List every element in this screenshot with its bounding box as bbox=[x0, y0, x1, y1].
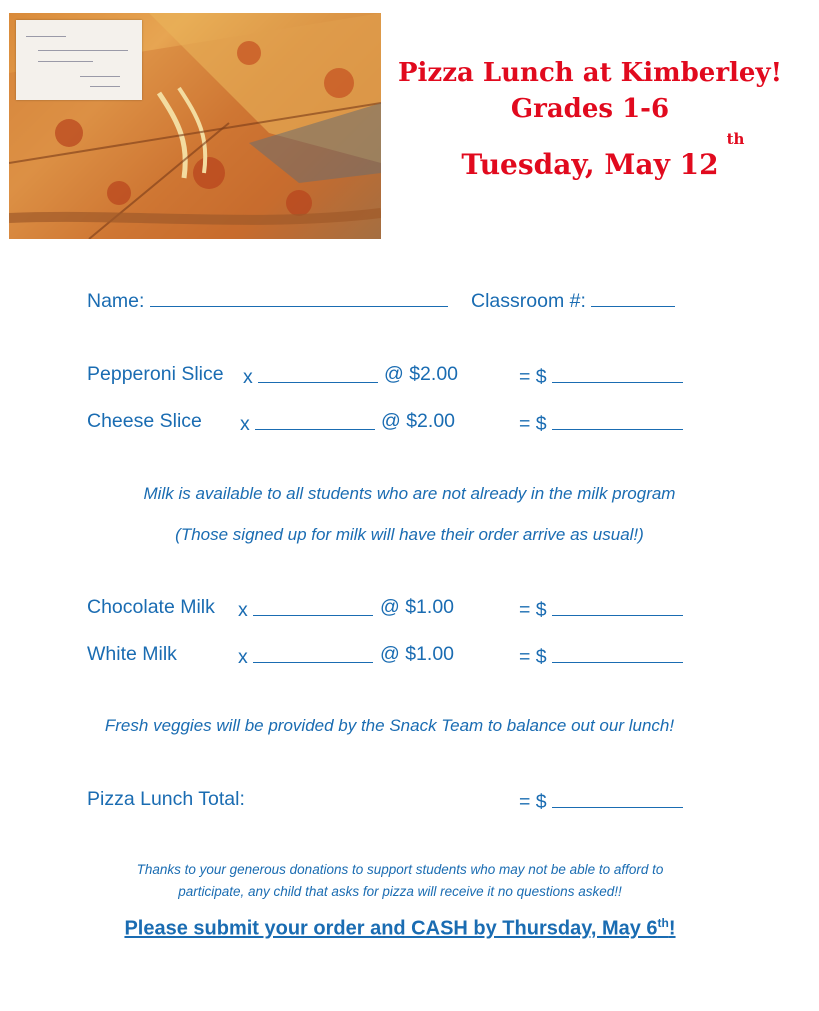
white-milk-total-field[interactable] bbox=[552, 643, 683, 663]
donations-note bbox=[100, 859, 700, 903]
pepperoni-label: Pepperoni Slice bbox=[87, 363, 224, 385]
name-field[interactable] bbox=[150, 287, 448, 307]
pepperoni-price: @ $2.00 bbox=[384, 363, 459, 385]
chocolate-milk-total-row bbox=[519, 596, 683, 622]
cheese-eq: = $ bbox=[519, 413, 547, 435]
submit-deadline bbox=[0, 916, 800, 941]
pepperoni-qty-field[interactable] bbox=[258, 363, 378, 383]
event-date bbox=[380, 130, 800, 185]
chocolate-milk-qty-field[interactable] bbox=[253, 596, 373, 616]
pizza-photo bbox=[9, 13, 381, 239]
chocolate-milk-x: x bbox=[238, 599, 248, 621]
classroom-label: Classroom #: bbox=[471, 290, 586, 312]
name-label: Name: bbox=[87, 290, 145, 312]
pepperoni-total-row bbox=[519, 363, 683, 389]
handwritten-note bbox=[16, 20, 142, 100]
name-row bbox=[87, 287, 448, 313]
grand-total-field[interactable] bbox=[552, 788, 683, 808]
chocolate-milk-label: Chocolate Milk bbox=[87, 596, 215, 618]
pepperoni-eq: = $ bbox=[519, 366, 547, 388]
pepperoni-x: x bbox=[243, 366, 253, 388]
chocolate-milk-eq: = $ bbox=[519, 599, 547, 621]
cheese-total-row bbox=[519, 410, 683, 436]
white-milk-price: @ $1.00 bbox=[380, 643, 455, 665]
chocolate-milk-total-field[interactable] bbox=[552, 596, 683, 616]
classroom-row bbox=[471, 287, 675, 313]
chocolate-milk-price: @ $1.00 bbox=[380, 596, 455, 618]
submit-end: ! bbox=[668, 917, 676, 940]
donations-note-line2: participate, any child that asks for pizza will receive it no questions asked!! bbox=[178, 884, 622, 899]
milk-note-2: (Those signed up for milk will have their order arrive as usual!) bbox=[175, 525, 644, 544]
white-milk-qty-row bbox=[238, 643, 373, 669]
submit-date-suffix: th bbox=[657, 916, 669, 930]
veggies-note: Fresh veggies will be provided by the Snack Team to balance out our lunch! bbox=[104, 716, 675, 735]
cheese-label: Cheese Slice bbox=[87, 410, 202, 432]
classroom-field[interactable] bbox=[591, 287, 675, 307]
donations-note-line1: Thanks to your generous donations to support students who may not be able to afford to bbox=[136, 862, 664, 877]
cheese-total-field[interactable] bbox=[552, 410, 683, 430]
grades-label: Grades 1-6 bbox=[510, 94, 670, 124]
event-date-text: Tuesday, May 12 bbox=[461, 148, 719, 181]
cheese-x: x bbox=[240, 413, 250, 435]
white-milk-x: x bbox=[238, 646, 248, 668]
event-title: Pizza Lunch at Kimberley! bbox=[398, 58, 782, 88]
cheese-qty-row bbox=[240, 410, 375, 436]
grand-total-row bbox=[519, 788, 683, 814]
grand-total-eq: = $ bbox=[519, 791, 547, 813]
chocolate-milk-qty-row bbox=[238, 596, 373, 622]
white-milk-total-row bbox=[519, 643, 683, 669]
milk-note-1: Milk is available to all students who are not already in the milk program bbox=[143, 484, 676, 503]
white-milk-label: White Milk bbox=[87, 643, 177, 665]
cheese-qty-field[interactable] bbox=[255, 410, 375, 430]
pepperoni-qty-row bbox=[243, 363, 378, 389]
cheese-price: @ $2.00 bbox=[381, 410, 456, 432]
submit-text: Please submit your order and CASH by Thursday, May 6 bbox=[124, 917, 658, 940]
title-block bbox=[380, 55, 800, 185]
white-milk-eq: = $ bbox=[519, 646, 547, 668]
pepperoni-total-field[interactable] bbox=[552, 363, 683, 383]
event-date-suffix: th bbox=[726, 130, 745, 148]
white-milk-qty-field[interactable] bbox=[253, 643, 373, 663]
total-label: Pizza Lunch Total: bbox=[87, 788, 245, 810]
